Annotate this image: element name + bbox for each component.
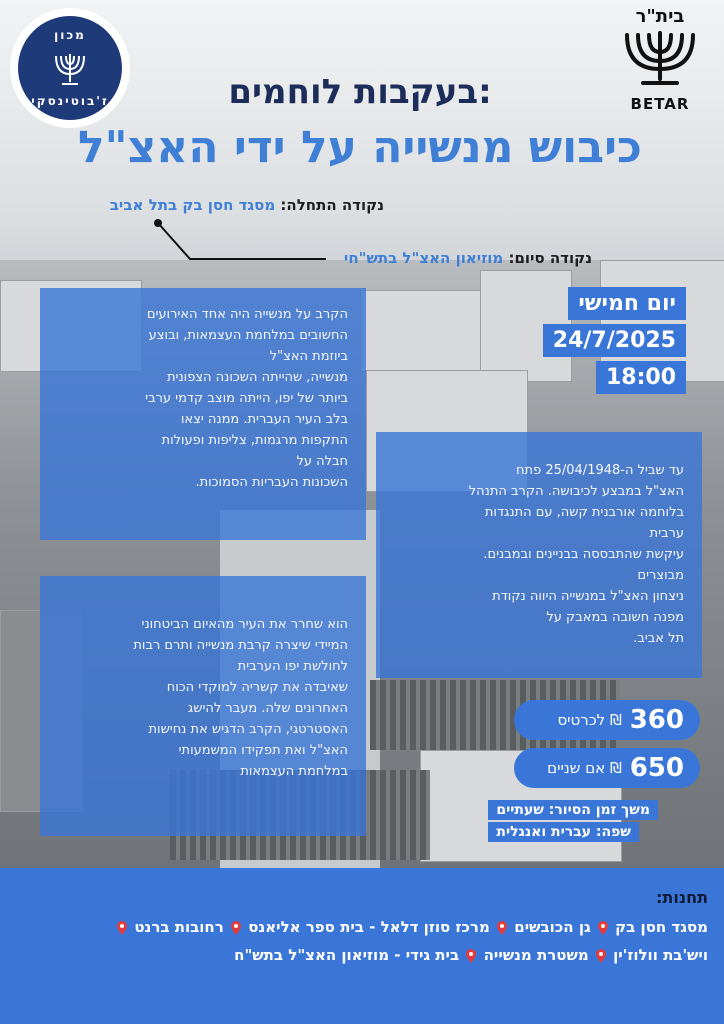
stations-list bbox=[16, 913, 708, 969]
station-item: משטרת מנשייה bbox=[483, 946, 589, 964]
tour-info bbox=[488, 800, 658, 842]
stations-heading: תחנות: bbox=[656, 888, 708, 907]
menorah-icon bbox=[48, 46, 92, 90]
tour-duration: משך זמן הסיור: שעתיים bbox=[488, 800, 658, 820]
location-pin-icon bbox=[465, 949, 477, 963]
stations-line-1 bbox=[16, 913, 708, 941]
location-pin-icon bbox=[597, 921, 609, 935]
price-single-ticket bbox=[514, 700, 700, 740]
location-pin-icon bbox=[496, 921, 508, 935]
end-point-value: מוזיאון האצ"ל בתש"חי bbox=[343, 249, 504, 267]
event-date: 24/7/2025 bbox=[543, 324, 686, 357]
start-point bbox=[110, 196, 384, 214]
station-item: מסגד חסן בק bbox=[615, 918, 708, 936]
start-point-value: מסגד חסן בק בתל אביב bbox=[109, 196, 276, 214]
tour-language: שפה: עברית ואנגלית bbox=[488, 822, 639, 842]
location-pin-icon bbox=[595, 949, 607, 963]
end-point bbox=[344, 249, 592, 267]
event-datetime bbox=[543, 287, 686, 394]
location-pin-icon bbox=[230, 921, 242, 935]
price-pair-tickets bbox=[514, 748, 700, 788]
station-item: גן הכובשים bbox=[514, 918, 591, 936]
price-single-amount: 360 bbox=[629, 705, 684, 735]
stations-footer bbox=[0, 868, 724, 1024]
history-panel-1: הקרב על מנשייה היה אחד האירועים החשובים במלחמת העצמאות, ובוצע ביוזמת האצ"ל מנשייה, שהייתה השכונה הצפונית ביותר של יפו, הייתה מוצב קדמי ערבי בלב העיר העברית. ממנה יצאו התקפות מרגמות, צליפות ופעולות חבלה על השכונות העבריות הסמוכות. bbox=[40, 288, 366, 540]
station-item: רחובות ברנט bbox=[134, 918, 224, 936]
price-pair-amount: 650 bbox=[629, 753, 684, 783]
history-panel-3: הוא שחרר את העיר מהאיום הביטחוני המיידי שיצרה קרבת מנשייה ותרם רבות לחולשת יפו הערבית שאיבדה את קשריה למוקדי הכוח האחרונים שלה. מעבר להישג האסטרטגי, הקרב הדגיש את נחישות האצ"ל ואת תפקידו המשמעותי במלחמת העצמאות bbox=[40, 576, 366, 836]
price-single-label: ₪ לכרטיס bbox=[557, 711, 622, 729]
price-pair-label: ₪ אם שניים bbox=[547, 759, 622, 777]
page-title: כיבוש מנשייה על ידי האצ"ל bbox=[78, 122, 642, 173]
end-point-label: נקודה סיום: bbox=[508, 249, 592, 267]
station-item: בית גידי - מוזיאון האצ"ל בתש"ח bbox=[234, 946, 460, 964]
station-item: ויש'בת וולוז'ין bbox=[613, 946, 708, 964]
station-item: מרכז סוזן דלאל - בית ספר אליאנס bbox=[248, 918, 490, 936]
route-connector-line bbox=[150, 215, 330, 265]
jabotinsky-institute-logo: מכון ז'בוטינסקי bbox=[10, 8, 130, 128]
menorah-icon bbox=[617, 27, 703, 89]
page-subtitle: :בעקבות לוחמים bbox=[228, 72, 492, 112]
history-panel-2: עד שביל ה-25/04/1948 פתח האצ"ל במבצע לכיבושה. הקרב התנהל בלוחמה אורבנית קשה, עם התנגדות ערבית עיקשת שהתבססה בבניינים ובמבנים. מבוצרים ניצחון האצ"ל במנשייה היווה נקודת מפנה חשובה במאבק על תל אביב. bbox=[376, 432, 702, 678]
event-time: 18:00 bbox=[596, 361, 686, 394]
location-pin-icon bbox=[116, 921, 128, 935]
start-point-label: נקודה התחלה: bbox=[280, 196, 384, 214]
stations-line-2 bbox=[16, 941, 708, 969]
betar-logo: בית"ר BETAR bbox=[610, 6, 710, 126]
event-day: יום חמישי bbox=[568, 287, 686, 320]
